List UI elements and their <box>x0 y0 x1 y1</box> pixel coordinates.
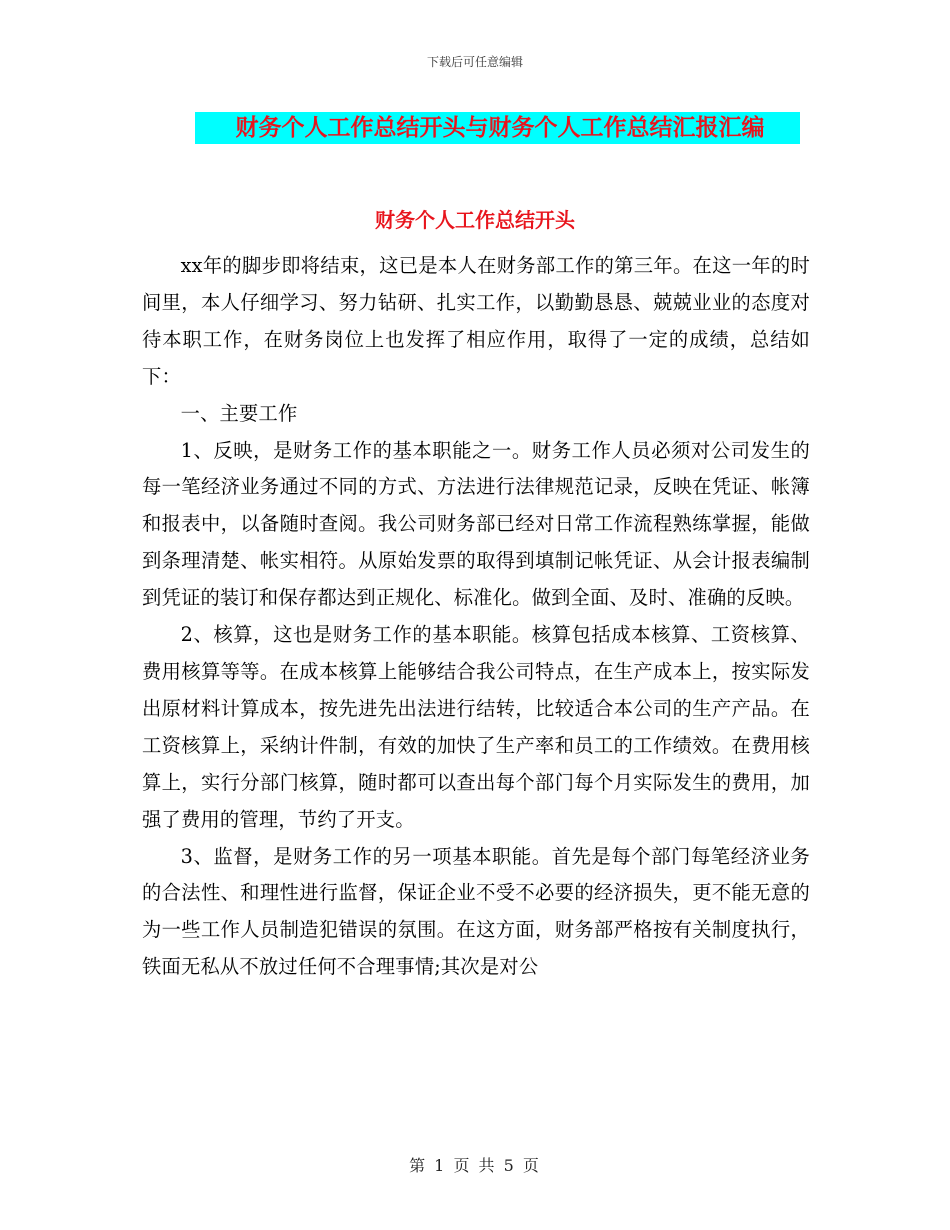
paragraph-intro: xx年的脚步即将结束，这已是本人在财务部工作的第三年。在这一年的时间里，本人仔细学习、努力钻研、扎实工作，以勤勤恳恳、兢兢业业的态度对待本职工作，在财务岗位上也发挥了相应作用，取得了一定的成绩，总结如下： <box>142 254 810 388</box>
page-number: 第 1 页 共 5 页 <box>409 1156 541 1175</box>
document-body <box>142 248 810 986</box>
page-header-note: 下载后可任意编辑 <box>426 55 523 69</box>
paragraph-accounting: 2、核算，这也是财务工作的基本职能。核算包括成本核算、工资核算、费用核算等等。在成本核算上能够结合我公司特点，在生产成本上，按实际发出原材料计算成本，按先进先出法进行结转，比较适合本公司的生产产品。在工资核算上，采纳计件制，有效的加快了生产率和员工的工作绩效。在费用核算上，实行分部门核算，随时都可以查出每个部门每个月实际发生的费用，加强了费用的管理，节约了开支。 <box>142 623 810 831</box>
paragraph-reflection: 1、反映，是财务工作的基本职能之一。财务工作人员必须对公司发生的每一笔经济业务通过不同的方式、方法进行法律规范记录，反映在凭证、帐簿和报表中，以备随时查阅。我公司财务部已经对日常工作流程熟练掌握，能做到条理清楚、帐实相符。从原始发票的取得到填制记帐凭证、从会计报表编制到凭证的装订和保存都达到正规化、标准化。做到全面、及时、准确的反映。 <box>142 438 810 610</box>
paragraph-supervision: 3、监督，是财务工作的另一项基本职能。首先是每个部门每笔经济业务的合法性、和理性进行监督，保证企业不受不必要的经济损失，更不能无意的为一些工作人员制造犯错误的氛围。在这方面，财务部严格按有关制度执行，铁面无私从不放过任何不合理事情;其次是对公 <box>142 844 810 979</box>
paragraph-heading-main-work: 一、主要工作 <box>180 401 298 425</box>
section-title: 财务个人工作总结开头 <box>375 208 575 232</box>
document-title: 财务个人工作总结开头与财务个人工作总结汇报汇编 <box>235 115 765 141</box>
